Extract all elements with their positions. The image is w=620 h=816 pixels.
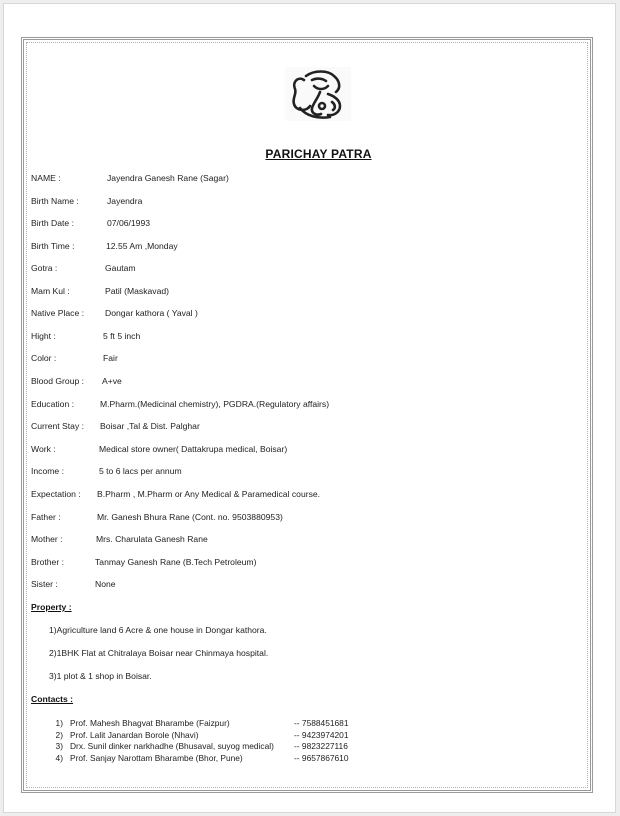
property-heading: Property :	[31, 602, 72, 612]
contacts-heading: Contacts :	[31, 694, 74, 704]
property-item: 2)1BHK Flat at Chitralaya Boisar near Chinmaya hospital.	[49, 648, 269, 658]
ganesha-emblem-icon	[284, 66, 352, 122]
property-item: 1)Agriculture land 6 Acre & one house in Dongar kathora.	[49, 625, 267, 635]
document-title: PARICHAY PATRA	[265, 147, 372, 161]
document-page: PARICHAY PATRA NAME : Jayendra Ganesh Rane (Sagar) Birth Name : Jayendra Birth Date : 07/06/1993 Birth Time : 12.55 Am ,Monday Gotra : Gautam Mam Kul : Patil (Maskavad) Native Place : Dongar kathora ( Yaval ) Hight : 5 ft 5 inch Color : Fair Blood Group : A+ve Education : M.Pharm.(Medicinal chemistry), PGDRA.(Regulatory affairs) Current Stay : Boisar ,Tal & Dist. Palghar Work : Medical store owner( Dattakrupa medical, Boisar) Income : 5 to 6 lacs per annum Expectation : B.Pharm , M.Pharm or Any Medical & Paramedical course. Father : Mr. Ganesh Bhura Rane (Cont. no. 9503880953) Mother : Mrs. Charulata Ganesh Rane Brother : Tanmay Ganesh Rane (B.Tech Petroleum) Sister : None Property : 1)Agriculture land 6 Acre & one house in Dongar kathora. 2)1BHK Flat at Chitralaya Boisar near Chinmaya hospital. 3)1 plot & 1 shop in Boisar. Contacts : 1) Prof. Mahesh Bhagvat Bharambe (Faizpur) -- 7588451681 2) Prof. Lalit Janardan Borole (Nhavi) -- 9423974201 3) Drx. Sunil dinker narkhadhe (Bhusaval, suyog medical) -- 9823227116 4) Prof. Sanjay Narottam Bharambe (Bhor, Pune) -- 9657867610	[4, 4, 615, 812]
property-item: 3)1 plot & 1 shop in Boisar.	[49, 671, 152, 681]
